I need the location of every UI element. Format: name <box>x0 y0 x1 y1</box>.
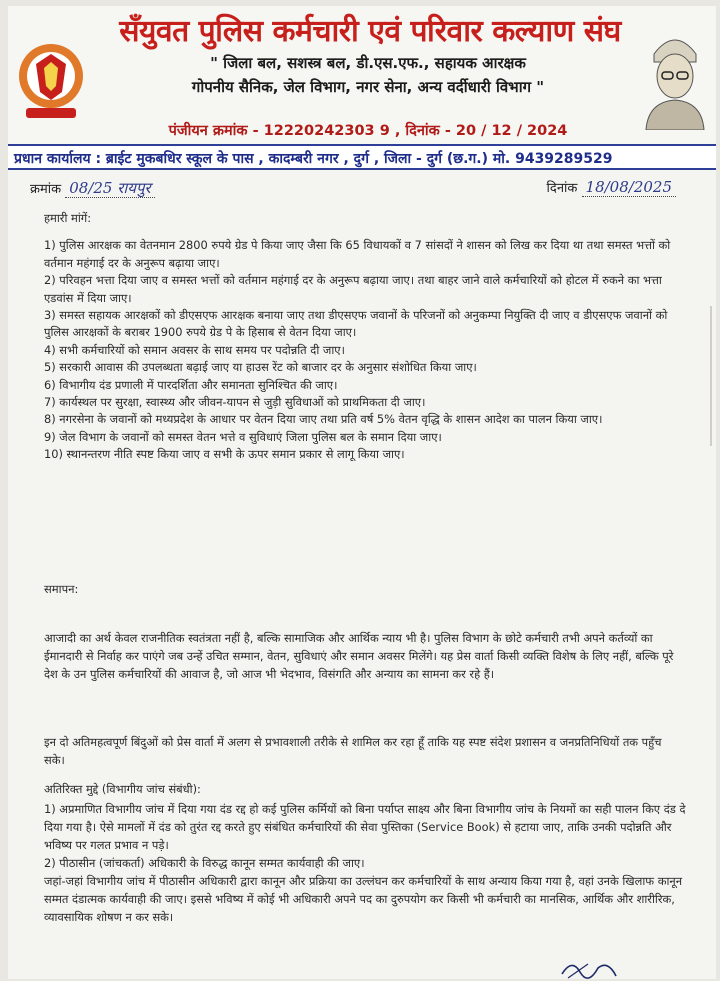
demand-item: 9) जेल विभाग के जवानों को समस्त वेतन भत्ते व सुविधाएं जिला पुलिस बल के समान दिया जाए। <box>44 429 442 444</box>
tagline-line-1: " जिला बल, सशस्त्र बल, डी.एस.एफ., सहायक आरक्षक <box>210 54 526 72</box>
head-office-address: प्रधान कार्यालय : ब्राईट मुकबधिर स्कूल के पास , कादम्बरी नगर , दुर्ग , जिला - दुर्ग (छ.ग.) मो. 9439289529 <box>8 144 716 170</box>
police-emblem-icon <box>14 36 88 126</box>
letterhead-page <box>8 6 716 979</box>
demand-item: 10) स्थानन्तरण नीति स्पष्ट किया जाए व सभी के ऊपर समान प्रकार से लागू किया जाए। <box>44 447 405 462</box>
demand-item: 2) परिवहन भत्ता दिया जाए व समस्त भत्तों को वर्तमान महंगाई दर के अनुरूप बढ़ाया जाए। तथा बाहर जाने वाले कर्मचारियों को होटल में रुकने का भत्ता एडवांस में दिया जाए। <box>44 273 662 305</box>
additional-issue-item: 2) पीठासीन (जांचकर्ता) अधिकारी के विरुद्ध कानून सम्मत कार्यवाही की जाए। <box>44 856 365 870</box>
demand-item: 1) पुलिस आरक्षक का वेतनमान 2800 रुपये ग्रेड पे किया जाए जैसा कि 65 विधायकों व 7 सांसदों ने शासन को लिख कर दिया था तथा समस्त भत्तों को वर्तमान महंगाई दर के अनुरूप बढ़ाया जाए। <box>44 238 671 270</box>
demand-item: 5) सरकारी आवास की उपलब्धता बढ़ाई जाए या हाउस रेंट को बाजार दर के अनुसार संशोधित किया जाए। <box>44 360 477 375</box>
page-edge-shadow <box>706 306 716 446</box>
reference-date-label: दिनांक <box>546 181 578 196</box>
demand-item: 4) सभी कर्मचारियों को समान अवसर के साथ समय पर पदोन्नति दी जाए। <box>44 342 345 357</box>
letterhead-header <box>8 6 716 156</box>
additional-issues-list <box>44 800 688 926</box>
reference-date-value: 18/08/2025 <box>582 178 676 197</box>
additional-issues-heading: अतिरिक्त मुद्दे (विभागीय जांच संबंधी): <box>44 782 201 796</box>
signature-mark <box>558 954 628 979</box>
demand-item: 7) कार्यस्थल पर सुरक्षा, स्वास्थ्य और जीवन-यापन से जुड़ी सुविधाओं को प्राथमिकता दी जाए। <box>44 395 426 410</box>
closing-paragraph: आजादी का अर्थ केवल राजनीतिक स्वतंत्रता नहीं है, बल्कि सामाजिक और आर्थिक न्याय भी है। पुलिस विभाग के छोटे कर्मचारी तभी अपने कर्तव्यों का ईमानदारी से निर्वाह कर पाएंगे जब उन्हें उचित सम्मान, वेतन, सुविधाएं और समान अवसर मिलेंगे। यह प्रेस वार्ता किसी व्यक्ति विशेष के लिए नहीं, बल्कि पूरे देश के उन पुलिस कर्मचारियों की आवाज है, जो आज भी भेदभाव, विसंगति और अन्याय का सामना कर रहे हैं। <box>44 631 674 682</box>
closing-heading: समापन: <box>44 582 79 596</box>
additional-issue-item: 1) अप्रमाणित विभागीय जांच में दिया गया दंड रद्द हो कई पुलिस कर्मियों को बिना पर्याप्त साक्ष्य और बिना विभागीय जांच के नियमों का सही पालन किए दंड दे दिया गया है। ऐसे मामलों में दंड को तुरंत रद्द करते हुए संबंधित कर्मचारियों की सेवा पुस्तिका (Service Book) से हटाया जाए, ताकि उनकी पदोन्नति और भविष्य पर गलत प्रभाव न पड़े। <box>44 802 686 852</box>
reference-date <box>547 178 676 196</box>
additional-issue-item: जहां-जहां विभागीय जांच में पीठासीन अधिकारी द्वारा कानून और प्रक्रिया का उल्लंघन कर कर्मचारियों के साथ अन्याय किया गया है, वहां उनके खिलाफ कानून सम्मत दंडात्मक कार्यवाही की जाए। इससे भविष्य में कोई भी अधिकारी अपने पद का दुरुपयोग कर किसी भी कर्मचारी का मानसिक, आर्थिक और शारीरिक, व्यावसायिक शोषण न कर सके। <box>44 874 683 924</box>
demand-item: 3) समस्त सहायक आरक्षकों को डीएसएफ आरक्षक बनाया जाए तथा डीएसएफ जवानों के परिजनों को अनुकम्पा नियुक्ति दी जाए व डीएसएफ जवानों को पुलिस आरक्षकों के बराबर 1900 रुपये ग्रेड पे के हिसाब से वेतन दिया जाए। <box>44 308 668 340</box>
demand-item: 6) विभागीय दंड प्रणाली में पारदर्शिता और समानता सुनिश्चित की जाए। <box>44 377 338 392</box>
demands-section <box>44 210 692 464</box>
tagline-line-2: गोपनीय सैनिक, जेल विभाग, नगर सेना, अन्य वर्दीधारी विभाग " <box>191 78 545 96</box>
organization-name: सँयुवत पुलिस कर्मचारी एवं परिवार कल्याण संघ <box>119 14 621 49</box>
demand-item: 8) नगरसेना के जवानों को मध्यप्रदेश के आधार पर वेतन दिया जाए तथा प्रति वर्ष 5% वेतन वृद्धि के शासन आदेश का पालन किया जाए। <box>44 412 603 427</box>
reference-number-label: क्रमांक <box>30 182 62 197</box>
reference-row <box>8 174 716 204</box>
reference-number-value: 08/25 रायपुर <box>65 179 154 198</box>
leader-portrait-icon <box>640 24 710 130</box>
demands-heading: हमारी मांगें: <box>44 211 92 225</box>
registration-number: पंजीयन क्रमांक - 12220242303 9 , दिनांक - 20 / 12 / 2024 <box>168 123 568 139</box>
reference-number <box>30 178 155 198</box>
closing-paragraph: इन दो अतिमहत्वपूर्ण बिंदुओं को प्रेस वार्ता में अलग से प्रभावशाली तरीके से शामिल कर रहा हूँ ताकि यह स्पष्ट संदेश प्रशासन व जनप्रतिनिधियों तक पहुँच सके। <box>44 735 662 768</box>
